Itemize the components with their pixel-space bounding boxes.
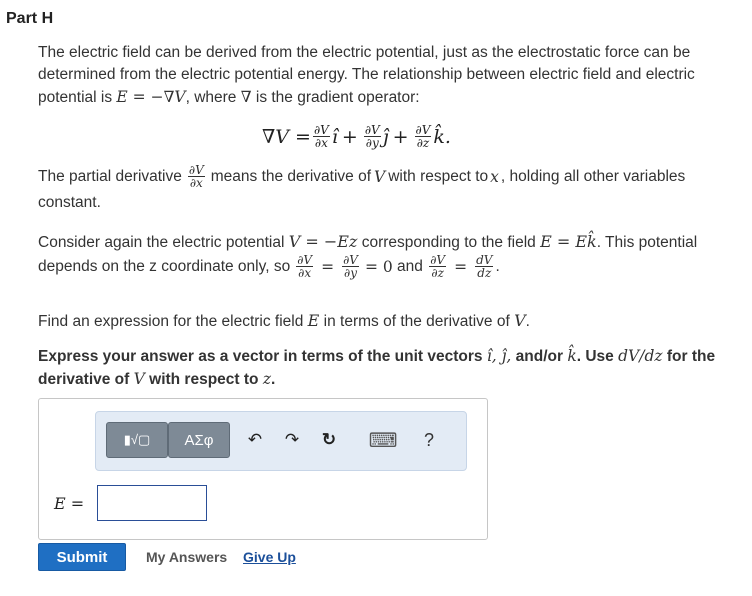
instr-mid: . Use bbox=[576, 348, 619, 365]
answer-input[interactable] bbox=[97, 485, 207, 521]
intro-line-3-mid: , where bbox=[185, 89, 241, 106]
keyboard-icon[interactable]: ⌨ bbox=[368, 429, 398, 452]
undo-icon[interactable]: ↶ bbox=[247, 430, 263, 449]
partial-def-line2: constant. bbox=[38, 194, 101, 211]
gradient-lhs: ∇V = bbox=[262, 125, 311, 148]
symbols-button[interactable]: ΑΣφ bbox=[168, 422, 230, 458]
partial-v-z: $\frac{\partial V}{\partial z}$ bbox=[415, 123, 431, 150]
unit-k: k̂. bbox=[433, 125, 451, 148]
intro-line-1: The electric field can be derived from the electric potential, just as the electrostatic force can be bbox=[38, 44, 691, 61]
plus-2: + bbox=[392, 125, 409, 148]
instructions bbox=[38, 345, 748, 391]
math-toolbar bbox=[95, 411, 467, 471]
give-up-link[interactable]: Give Up bbox=[243, 549, 296, 565]
partial-def-post3: , holding all other variables bbox=[500, 167, 686, 185]
intro-paragraph bbox=[38, 42, 738, 109]
instr-and: and/or bbox=[511, 348, 568, 365]
instr2-mid: with respect to bbox=[144, 371, 263, 388]
partial-v-x: $\frac{\partial V}{\partial x}$ bbox=[313, 123, 329, 150]
partial-v-y: $\frac{\partial V}{\partial y}$ bbox=[364, 123, 380, 150]
instr-k: k̂ bbox=[567, 347, 577, 365]
instr-units: î, ĵ, bbox=[486, 347, 512, 365]
find-mid: in terms of the derivative of bbox=[319, 313, 515, 330]
partial-def-fraction: $\frac{\partial V}{\partial x}$ bbox=[188, 163, 204, 190]
consider-mid: corresponding to the field bbox=[357, 234, 541, 251]
instr2-post: . bbox=[271, 371, 276, 388]
answer-label: E = bbox=[54, 494, 85, 513]
answer-panel bbox=[38, 398, 488, 540]
dv-dx-fraction: $\frac{\partial V}{\partial x}$ bbox=[297, 253, 313, 280]
find-line bbox=[38, 311, 530, 331]
partial-def-post1: means the derivative of bbox=[210, 167, 372, 185]
equals-2: = bbox=[454, 257, 468, 276]
instr-dvdz: dV/dz bbox=[618, 347, 663, 365]
instr2-v: V bbox=[133, 370, 145, 388]
partial-def-post2: with respect to bbox=[388, 167, 489, 185]
consider-pre: Consider again the electric potential bbox=[38, 234, 289, 251]
partial-def-x: x bbox=[490, 167, 499, 186]
instr2-z: z bbox=[262, 370, 271, 388]
field-equation: E = −∇V bbox=[116, 88, 186, 106]
consider-line-2 bbox=[38, 254, 500, 279]
unit-i: î bbox=[331, 125, 338, 148]
instructions-line-1 bbox=[38, 345, 748, 368]
consider-line2-pre: depends on the z coordinate only, so bbox=[38, 257, 291, 275]
dv-dz-total-fraction: $\frac{dV}{dz}$ bbox=[476, 253, 493, 280]
reset-icon[interactable]: ↻ bbox=[321, 430, 337, 449]
consider-post: . This potential bbox=[596, 234, 698, 251]
intro-line-3 bbox=[38, 86, 738, 109]
field-k-equation: E = Ek̂ bbox=[540, 232, 597, 251]
gradient-formula bbox=[262, 124, 451, 149]
dv-dy-fraction: $\frac{\partial V}{\partial y}$ bbox=[343, 253, 358, 280]
intro-line-3-post: is the gradient operator: bbox=[251, 89, 420, 106]
help-icon[interactable]: ? bbox=[423, 429, 434, 450]
find-v: V bbox=[514, 311, 526, 330]
instructions-line-2 bbox=[38, 368, 748, 391]
partial-def-v: V bbox=[374, 167, 386, 186]
potential-equation: V = −Ez bbox=[288, 232, 358, 251]
templates-button[interactable]: ▮√▢ bbox=[106, 422, 168, 458]
instr-pre: Express your answer as a vector in terms of the unit vectors bbox=[38, 348, 487, 365]
unit-j: ĵ bbox=[382, 125, 389, 148]
equals-zero: = 0 bbox=[364, 257, 393, 276]
and-text: and bbox=[392, 257, 428, 275]
consider-end: . bbox=[495, 257, 500, 275]
submit-button[interactable]: Submit bbox=[38, 543, 126, 571]
equals-1: = bbox=[321, 257, 335, 276]
plus-1: + bbox=[341, 125, 358, 148]
redo-icon[interactable]: ↷ bbox=[284, 430, 300, 449]
part-title: Part H bbox=[6, 10, 54, 27]
instr2-pre: derivative of bbox=[38, 371, 134, 388]
intro-line-3-pre: potential is bbox=[38, 89, 117, 106]
instr-post: for the bbox=[662, 348, 716, 365]
consider-line-1 bbox=[38, 232, 697, 252]
find-pre: Find an expression for the electric field bbox=[38, 313, 308, 330]
dv-dz-fraction: $\frac{\partial V}{\partial z}$ bbox=[430, 253, 446, 280]
partial-definition bbox=[38, 164, 738, 189]
find-e: E bbox=[307, 311, 320, 330]
find-post: . bbox=[525, 313, 530, 330]
nabla-symbol: ∇ bbox=[240, 88, 252, 106]
partial-def-pre: The partial derivative bbox=[38, 167, 182, 185]
my-answers-label: My Answers bbox=[146, 549, 228, 565]
intro-line-2: determined from the electric potential energy. The relationship between electric field and electric bbox=[38, 66, 695, 83]
